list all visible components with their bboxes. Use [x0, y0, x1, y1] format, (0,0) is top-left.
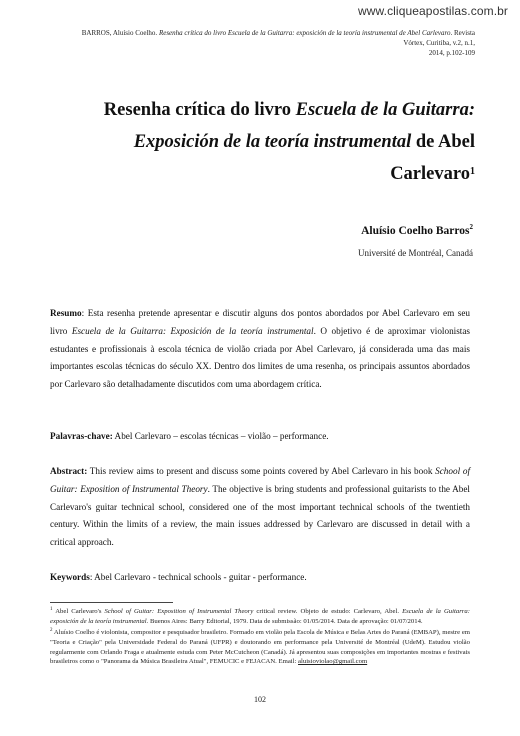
abstract-italic: School of Guitar: Exposition of Instrumental Theory [50, 466, 470, 494]
footnote-mark: 2 [50, 628, 53, 634]
resumo-text: . O objetivo é de aproximar violonistas estudantes e profissionais à escola técnica de violão criada por Abel Carlevaro, já considerada uma das mais importantes escolas técnicas do século XX. Dentro dos limites de uma resenha, os principais assuntos abordados por Carlevaro são detalhadamente discutidos com uma abordagem crítica. [50, 325, 470, 390]
citation-header [60, 28, 475, 58]
article-title [60, 94, 475, 190]
title-italic: Escuela de la Guitarra: [295, 100, 475, 120]
author-name-text: Aluísio Coelho Barros [361, 225, 470, 237]
title-text: Carlevaro [390, 164, 470, 184]
footnote-italic: School of Guitar: Exposition of Instrumental Theory [104, 608, 254, 616]
title-italic: Exposición de la teoría instrumental [133, 132, 412, 152]
title-text: Resenha crítica do livro [103, 100, 296, 120]
footnote-text: Aluísio Coelho é violonista, compositor e pesquisador brasileiro. Formado em violão pela Escola de Música e Belas Artes do Paraná (EMBAP), mestre em "Teoria e Criação" pela Universidade Federal do Paraná (UFPR) e doutorando em performance pela Université de Montréal (UdeM). Estudou violão regularmente com Orlando Fraga e atualmente estuda com Peter McCutcheon (Canadá). Já apresentou suas composições em importantes mostras e festivais brasileiros como o "Panorama da Música Brasileira Atual", FEMUCIC e FEJACAN. Email: [50, 629, 470, 666]
palavras-chave-paragraph [50, 428, 470, 446]
abstract-text: This review aims to present and discuss some points covered by Abel Carlevaro in his book [87, 466, 436, 476]
author-affiliation: Université de Montréal, Canadá [358, 248, 473, 258]
palavras-chave-label: Palavras-chave: [50, 431, 113, 441]
abstract-paragraph [50, 463, 470, 552]
footnote-text: critical review. Objeto de estudo: Carlevaro, Abel. [253, 608, 403, 616]
resumo-text: : Esta resenha pretende apresentar e discutir alguns dos pontos abordados por Abel Carlevaro em seu livro [50, 308, 470, 336]
abstract-text: . The objective is bring students and professional guitarists to the Abel Carlevaro's guitar technical school, considered one of the most important technical schools of the twentieth century. Within the limits of a review, the main issues addressed by Carlevaro are discussed in detail with a critical approach. [50, 483, 470, 548]
keywords-label: Keywords [50, 572, 90, 582]
page-number: 102 [254, 695, 266, 704]
footnote-1 [50, 605, 470, 626]
footnote-italic: Escuela de la Guitarra: exposición de la teoría instrumental. [50, 608, 470, 625]
keywords-paragraph [50, 569, 470, 587]
footnote-text: Buenos Aires: Barry Editorial, 1979. Data de submissão: 01/05/2014. Data de aprovação: 01/07/2014. [148, 617, 423, 625]
footnote-2 [50, 626, 470, 667]
citation-text: 2014, p.102-109 [428, 49, 475, 57]
abstract-label: Abstract: [50, 466, 88, 476]
citation-text: BARROS, Aluísio Coelho. [81, 29, 159, 37]
footnote-divider [50, 602, 173, 603]
watermark: www.cliqueapostilas.com.br [358, 4, 508, 18]
email-link[interactable]: aluisioviolao@gmail.com [298, 658, 368, 666]
resumo-paragraph [50, 305, 470, 394]
resumo-italic: Escuela de la Guitarra: Exposición de la teoría instrumental [71, 325, 314, 336]
citation-text: . Revista Vórtex, Curitiba, v.2, n.1, [403, 29, 475, 47]
author-name [361, 225, 473, 237]
footnote-text: Abel Carlevaro's [52, 608, 105, 616]
footnote-mark: 2 [469, 223, 473, 231]
resumo-label: Resumo [50, 308, 82, 318]
palavras-chave-text: Abel Carlevaro – escolas técnicas – violão – performance. [112, 431, 329, 441]
footnote-mark: 1 [470, 166, 475, 177]
footnotes [50, 605, 470, 667]
title-text: de Abel [411, 132, 475, 152]
footnote-mark: 1 [50, 607, 53, 612]
keywords-text: : Abel Carlevaro - technical schools - guitar - performance. [89, 572, 307, 582]
citation-italic-title: Resenha crítica do livro Escuela de la Guitarra: exposición de la teoría instrumental de Abel Carlevaro [158, 29, 451, 37]
